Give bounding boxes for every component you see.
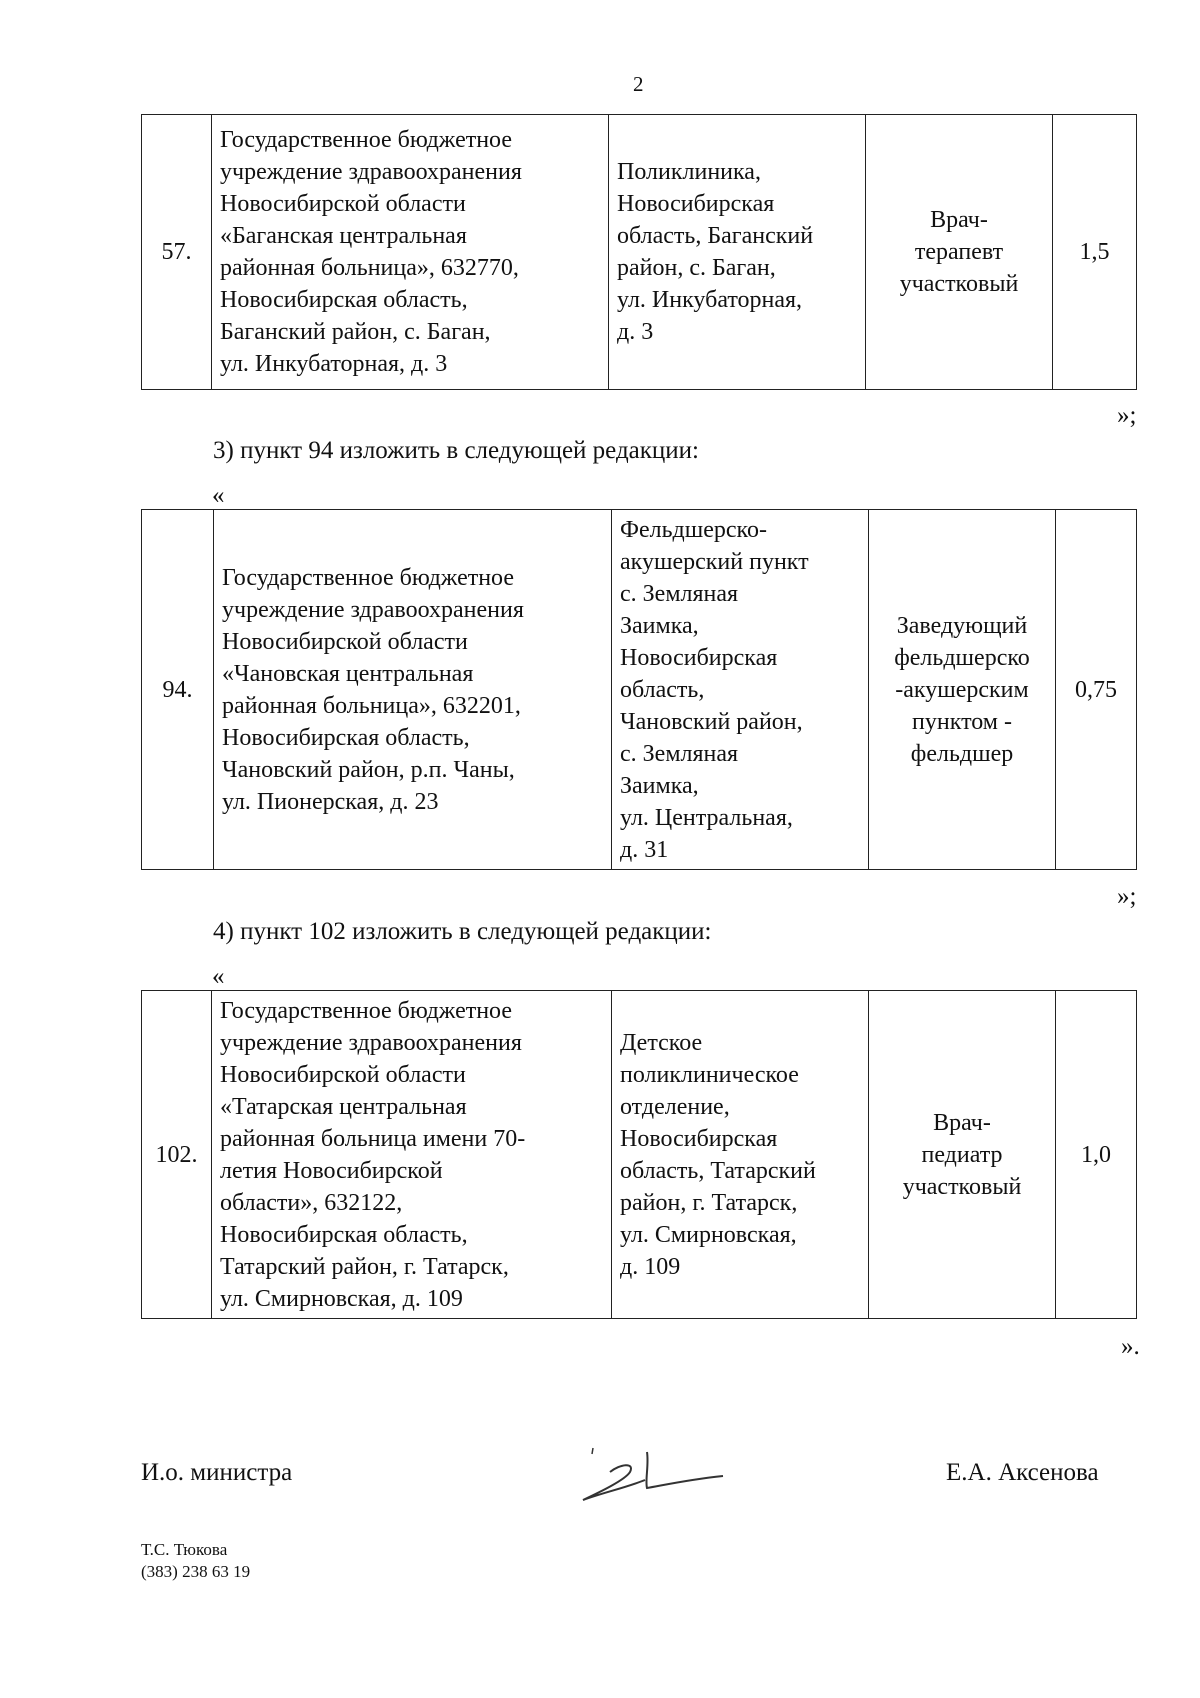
cell-text-line: Чановский район, р.п. Чаны, xyxy=(222,756,515,783)
rate-cell xyxy=(1053,115,1137,390)
cell-text-line: Фельдшерско- xyxy=(620,516,767,543)
row-number: 94. xyxy=(162,676,193,703)
cell-text-line: ул. Центральная, xyxy=(620,804,793,831)
closing-quote: »; xyxy=(1117,883,1137,910)
opening-quote: « xyxy=(212,963,225,990)
cell-text-line: «Татарская центральная xyxy=(220,1093,467,1120)
cell-text-line: ул. Смирновская, д. 109 xyxy=(220,1285,463,1312)
cell-text-line: терапевт xyxy=(914,239,1004,265)
cell-text-line: Заимка, xyxy=(620,612,699,639)
opening-quote: « xyxy=(212,482,225,509)
executor-phone: (383) 238 63 19 xyxy=(141,1562,251,1581)
cell-text-line: районная больница», 632770, xyxy=(220,255,519,281)
row-number: 57. xyxy=(161,239,192,265)
cell-text-line: Врач- xyxy=(930,207,988,233)
cell-text-line: Новосибирская xyxy=(620,644,778,671)
cell-text-line: Детское xyxy=(620,1029,703,1056)
page-number: 2 xyxy=(633,72,644,96)
location-cell xyxy=(609,115,866,390)
cell-text-line: Новосибирской области xyxy=(220,1061,466,1088)
cell-text-line: Врач- xyxy=(933,1109,991,1136)
cell-text-line: Чановский район, xyxy=(620,708,803,735)
cell-text-line: Новосибирская область, xyxy=(220,287,468,313)
signatory-name: Е.А. Аксенова xyxy=(946,1459,1099,1486)
table-row xyxy=(142,115,1137,390)
rate-value: 0,75 xyxy=(1075,676,1117,703)
cell-text-line: д. 109 xyxy=(620,1253,681,1280)
cell-text-line: Новосибирская xyxy=(617,191,775,217)
handwritten-signature xyxy=(575,1440,735,1515)
cell-text-line: фельдшерско xyxy=(894,644,1030,671)
cell-text-line: Новосибирская xyxy=(620,1125,778,1152)
cell-text-line: с. Земляная xyxy=(620,580,739,607)
row-number: 102. xyxy=(155,1141,198,1168)
cell-text-line: Поликлиника, xyxy=(617,159,761,185)
signatory-role: И.о. министра xyxy=(141,1459,293,1486)
cell-text-line: Новосибирская область, xyxy=(222,724,470,751)
cell-text-line: поликлиническое xyxy=(620,1061,799,1088)
cell-text-line: -акушерским xyxy=(895,676,1029,703)
table-row xyxy=(142,991,1137,1319)
cell-text-line: область, Татарский xyxy=(620,1157,816,1184)
cell-text-line: Заведующий xyxy=(896,612,1028,639)
item-instruction: 3) пункт 94 изложить в следующей редакции: xyxy=(213,437,699,464)
cell-text-line: фельдшер xyxy=(910,740,1014,767)
cell-text-line: пунктом - xyxy=(912,708,1012,735)
cell-text-line: ул. Пионерская, д. 23 xyxy=(222,788,439,815)
cell-text-line: район, г. Татарск, xyxy=(620,1189,798,1216)
cell-text-line: акушерский пункт xyxy=(620,548,809,575)
row-number-cell xyxy=(142,115,212,390)
cell-text-line: область, xyxy=(620,676,705,703)
table-row xyxy=(142,510,1137,870)
cell-text-line: Новосибирская область, xyxy=(220,1221,468,1248)
cell-text-line: отделение, xyxy=(620,1093,730,1120)
cell-text-line: Новосибирской области xyxy=(222,628,468,655)
cell-text-line: д. 3 xyxy=(617,319,654,345)
table-item-57 xyxy=(141,114,1137,390)
cell-text-line: участковый xyxy=(899,271,1019,297)
closing-quote: »; xyxy=(1117,402,1137,429)
cell-text-line: участковый xyxy=(902,1173,1022,1200)
cell-text-line: «Чановская центральная xyxy=(222,660,474,687)
organization-cell xyxy=(212,115,609,390)
cell-text-line: районная больница», 632201, xyxy=(222,692,521,719)
cell-text-line: учреждение здравоохранения xyxy=(220,1029,522,1056)
position-cell xyxy=(866,115,1053,390)
position-cell xyxy=(869,991,1056,1319)
cell-text-line: Баганский район, с. Баган, xyxy=(220,319,491,345)
table-item-102 xyxy=(141,990,1137,1319)
cell-text-line: ул. Инкубаторная, д. 3 xyxy=(220,351,448,377)
cell-text-line: области», 632122, xyxy=(220,1189,403,1216)
organization-cell xyxy=(212,991,612,1319)
location-cell xyxy=(612,510,869,870)
cell-text-line: учреждение здравоохранения xyxy=(220,159,522,185)
table-item-94 xyxy=(141,509,1137,870)
cell-text-line: летия Новосибирской xyxy=(220,1157,443,1184)
cell-text-line: Татарский район, г. Татарск, xyxy=(220,1253,509,1280)
rate-cell xyxy=(1056,510,1137,870)
cell-text-line: д. 31 xyxy=(620,836,669,863)
cell-text-line: Заимка, xyxy=(620,772,699,799)
position-cell xyxy=(869,510,1056,870)
cell-text-line: районная больница имени 70- xyxy=(220,1125,526,1152)
cell-text-line: ул. Инкубаторная, xyxy=(617,287,803,313)
cell-text-line: учреждение здравоохранения xyxy=(222,596,524,623)
cell-text-line: Государственное бюджетное xyxy=(222,564,514,591)
cell-text-line: «Баганская центральная xyxy=(220,223,467,249)
closing-quote: ». xyxy=(1121,1333,1140,1360)
item-instruction: 4) пункт 102 изложить в следующей редакции: xyxy=(213,918,712,945)
cell-text-line: педиатр xyxy=(921,1141,1003,1168)
row-number-cell xyxy=(142,510,214,870)
cell-text-line: ул. Смирновская, xyxy=(620,1221,797,1248)
cell-text-line: район, с. Баган, xyxy=(617,255,776,281)
rate-value: 1,5 xyxy=(1079,239,1110,265)
cell-text-line: с. Земляная xyxy=(620,740,739,767)
rate-value: 1,0 xyxy=(1081,1141,1111,1168)
cell-text-line: область, Баганский xyxy=(617,223,814,249)
cell-text-line: Государственное бюджетное xyxy=(220,127,512,153)
cell-text-line: Новосибирской области xyxy=(220,191,466,217)
cell-text-line: Государственное бюджетное xyxy=(220,997,512,1024)
executor-name: Т.С. Тюкова xyxy=(141,1540,228,1559)
organization-cell xyxy=(214,510,612,870)
row-number-cell xyxy=(142,991,212,1319)
location-cell xyxy=(612,991,869,1319)
rate-cell xyxy=(1056,991,1137,1319)
